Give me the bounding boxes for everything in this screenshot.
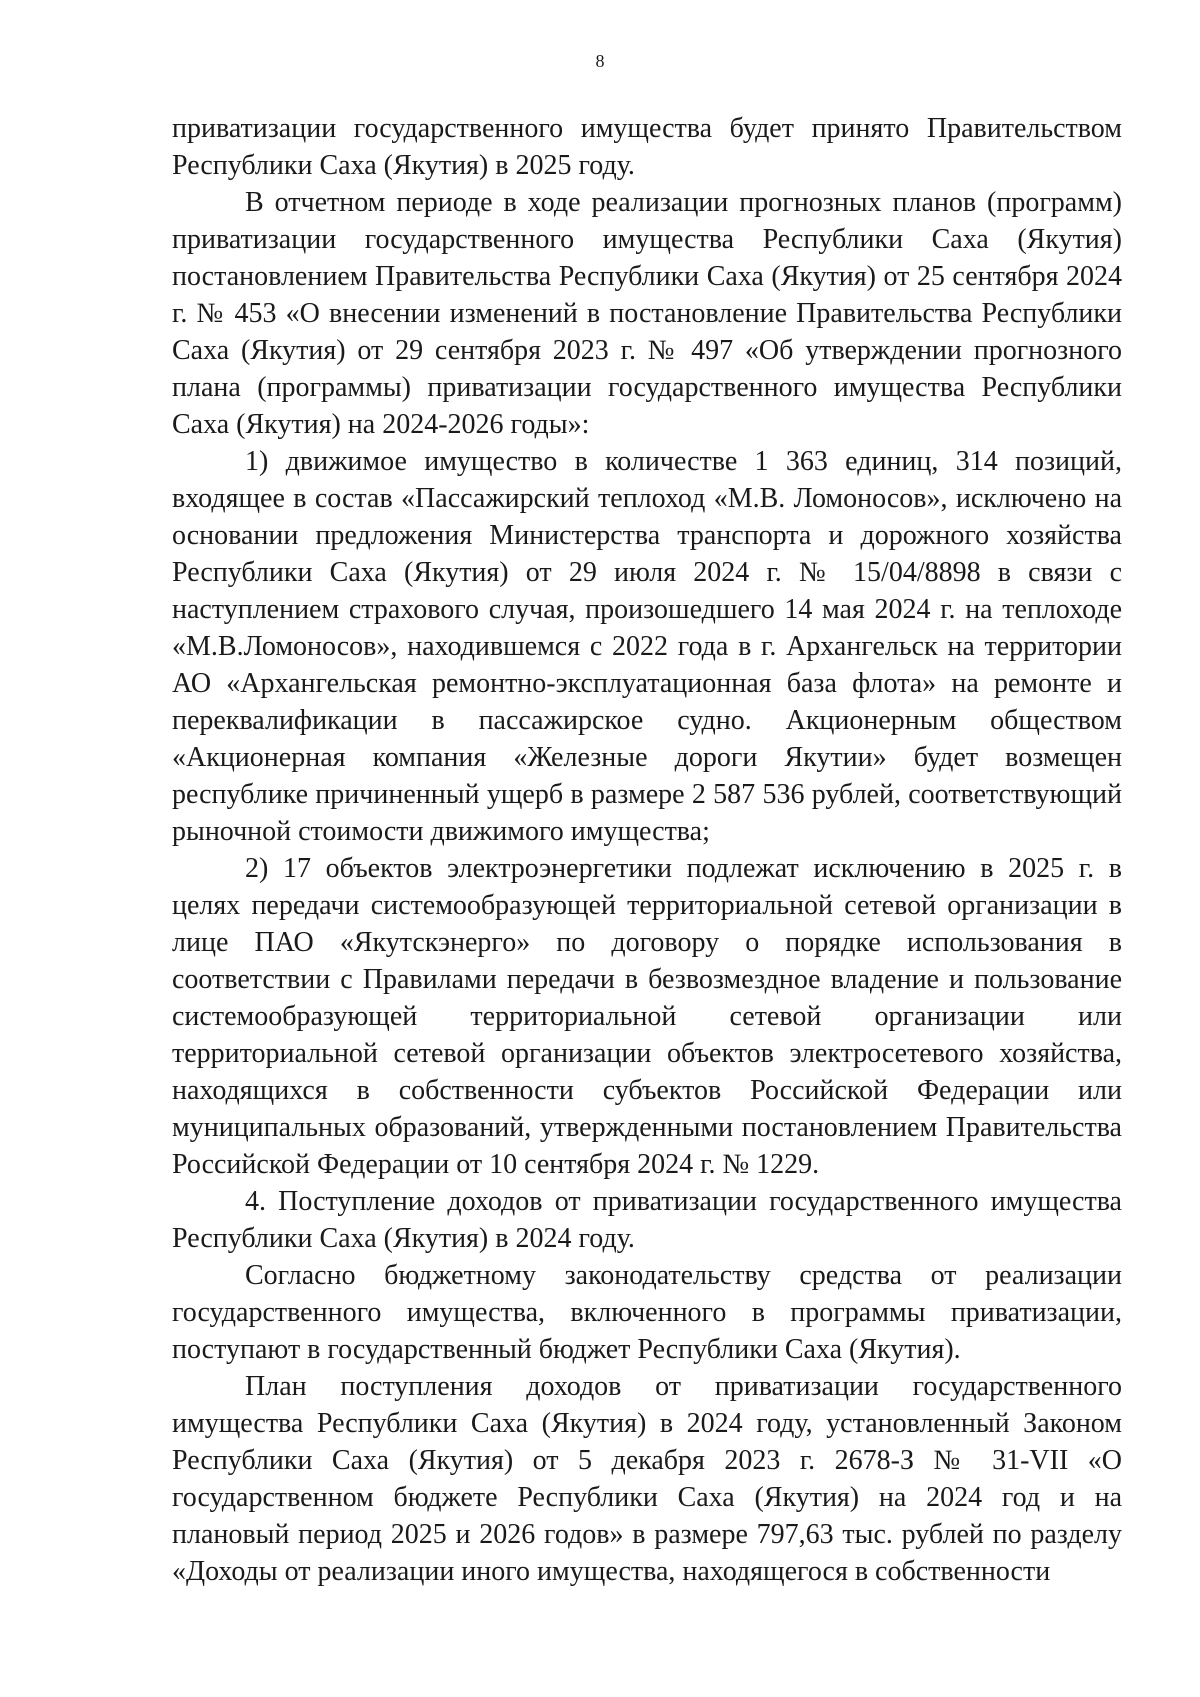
paragraph-item-2: 2) 17 объектов электроэнергетики подлежат исключению в 2025 г. в целях передачи системообразующей территориальной сетевой организации в лице ПАО «Якутскэнерго» по договору о порядке использования в соответствии с Правилами передачи в безвозмездное владение и пользование системообразующей территориальной сетевой организации или территориальной сетевой организации объектов электросетевого хозяйства, находящихся в собственности субъектов Российской Федерации или муниципальных образований, утвержденными постановлением Правительства Российской Федерации от 10 сентября 2024 г. № 1229. [172, 853, 1122, 1180]
paragraph-budget-legislation: Согласно бюджетному законодательству средства от реализации государственного имущества, включенного в программы приватизации, поступают в государственный бюджет Республики Саха (Якутия). [172, 1260, 1122, 1365]
page-number: 8 [595, 51, 605, 71]
paragraph-section-4-heading: 4. Поступление доходов от приватизации государственного имущества Республики Саха (Якутия) в 2024 году. [172, 1186, 1122, 1254]
paragraph-continuation: приватизации государственного имущества будет принято Правительством Республики Саха (Якутия) в 2025 году. [172, 113, 1122, 181]
paragraph-item-1: 1) движимое имущество в количестве 1 363 единиц, 314 позиций, входящее в состав «Пассажирский теплоход «М.В. Ломоносов», исключено на основании предложения Министерства транспорта и дорожного хозяйства Республики Саха (Якутия) от 29 июля 2024 г. № 15/04/8898 в связи с наступлением страхового случая, произошедшего 14 мая 2024 г. на теплоходе «М.В.Ломоносов», находившемся с 2022 года в г. Архангельск на территории АО «Архангельская ремонтно-эксплуатационная база флота» на ремонте и переквалификации в пассажирское судно. Акционерным обществом «Акционерная компания «Железные дороги Якутии» будет возмещен республике причиненный ущерб в размере 2 587 536 рублей, соответствующий рыночной стоимости движимого имущества; [172, 446, 1122, 847]
paragraph-reporting-period: В отчетном периоде в ходе реализации прогнозных планов (программ) приватизации государственного имущества Республики Саха (Якутия) постановлением Правительства Республики Саха (Якутия) от 25 сентября 2024 г. № 453 «О внесении изменений в постановление Правительства Республики Саха (Якутия) от 29 сентября 2023 г. № 497 «Об утверждении прогнозного плана (программы) приватизации государственного имущества Республики Саха (Якутия) на 2024-2026 годы»: [172, 187, 1122, 440]
document-body [172, 110, 1122, 1590]
paragraph-revenue-plan: План поступления доходов от приватизации государственного имущества Республики Саха (Якутия) в 2024 году, установленный Законом Республики Саха (Якутия) от 5 декабря 2023 г. 2678-З № 31-VII «О государственном бюджете Республики Саха (Якутия) на 2024 год и на плановый период 2025 и 2026 годов» в размере 797,63 тыс. рублей по разделу «Доходы от реализации иного имущества, находящегося в собственности [172, 1371, 1122, 1587]
